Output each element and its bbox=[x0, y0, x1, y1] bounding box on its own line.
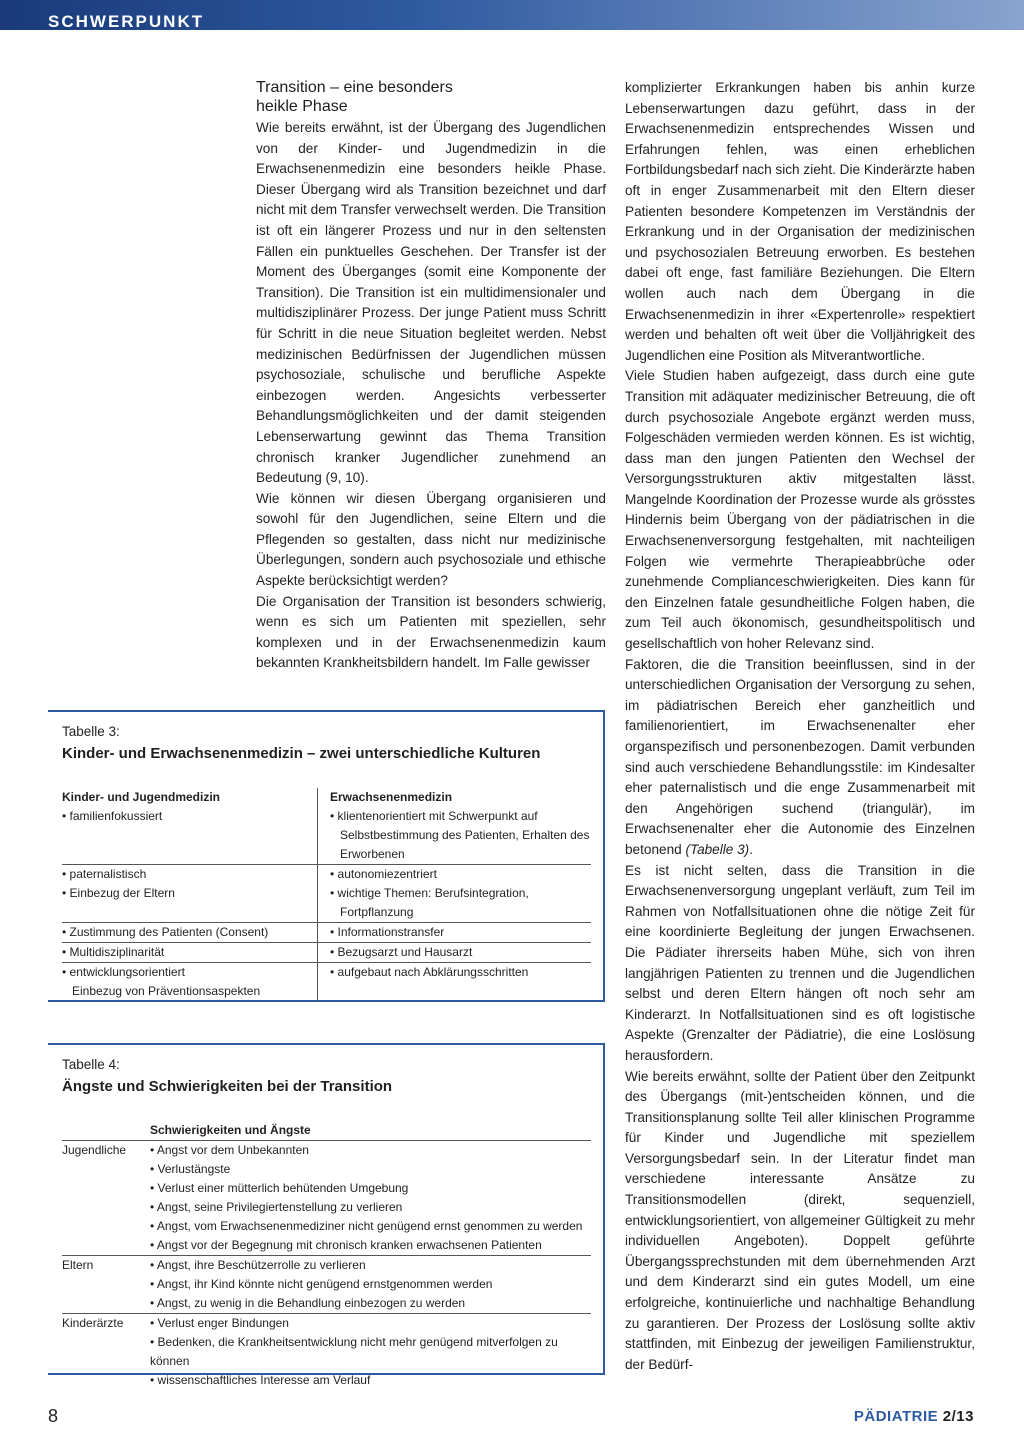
list-item: • Verlust enger Bindungen bbox=[150, 1316, 289, 1330]
table-row bbox=[62, 943, 591, 963]
section-heading-line1: Transition – eine besonders bbox=[256, 79, 453, 96]
table-row bbox=[62, 963, 591, 1001]
table-row bbox=[62, 1141, 591, 1256]
table-3 bbox=[62, 788, 591, 1001]
table-cell: • klientenorientiert mit Schwerpunkt auf bbox=[330, 809, 538, 823]
table-4-title: Ängste und Schwierigkeiten bei der Transition bbox=[62, 1078, 393, 1095]
table-cell: • paternalistisch bbox=[62, 867, 147, 881]
journal-title: PÄDIATRIE bbox=[853, 1408, 939, 1425]
table-4-box bbox=[48, 1043, 605, 1387]
table-cell: • autonomiezentriert bbox=[330, 867, 437, 881]
table-cell: • wichtige Themen: Berufsintegration, bbox=[330, 886, 529, 900]
journal-issue: 2/13 bbox=[942, 1408, 974, 1425]
list-item: • Bedenken, die Krankheitsentwicklung nicht mehr genügend mitverfolgen zu können bbox=[150, 1335, 558, 1368]
row-label: Eltern bbox=[62, 1258, 94, 1272]
row-label: Jugendliche bbox=[62, 1143, 127, 1157]
paragraph: Wie bereits erwähnt, sollte der Patient über den Zeitpunkt des Übergangs (mit-)entscheiden können, und die Transitionsplanung sollte Teil aller klinischen Programme für Kinder und Jugendliche mit speziellem Versorgungsbedarf sein. In der Literatur findet man verschiedene interessante Ansätze zu Transitionsmodellen (direkt, sequenziell, entwicklungsorientiert, von allgemeiner Gültigkeit zu mehr individuellen Angeboten). Doppelt geführte Übergangssprechstunden mit dem übernehmenden Arzt und dem Kinderarzt sind ein gutes Modell, um eine erfolgreiche, kontinuierliche und nachhaltige Behandlung zu garantieren. Der Prozess der Loslösung sollte aktiv stattfinden, mit Einbezug der jeweiligen Familienstruktur, der Bedürf- bbox=[625, 1068, 975, 1372]
table-row bbox=[62, 1314, 591, 1390]
list-item: • Angst, vom Erwachsenenmediziner nicht genügend ernst genommen zu werden bbox=[150, 1219, 583, 1233]
table-cell: • aufgebaut nach Abklärungsschritten bbox=[330, 965, 529, 979]
table-cell: • entwicklungsorientiert bbox=[62, 965, 185, 979]
paragraph-text: Faktoren, die die Transition beeinflussen, sind in der unterschiedlichen Organisation der Versorgung zu sehen, im pädiatrischen Bereich eher ganzheitlich und familienorientiert, im Erwachsenenalter eher organspezifisch und personenbezogen. Damit verbunden sind auch verschiedene Behandlungsstile: im Kindesalter eher paternalistisch und die enge Zusammenarbeit mit den Angehörigen suchend (triangulär), im Erwachsenenalter eher die Autonomie des Einzelnen betonend bbox=[625, 656, 975, 857]
table-row bbox=[62, 865, 591, 923]
section-heading bbox=[256, 78, 606, 116]
table-3-header-col2: Erwachsenenmedizin bbox=[330, 790, 453, 804]
table-3-header-col1: Kinder- und Jugendmedizin bbox=[62, 790, 220, 804]
paragraph-text: . bbox=[749, 841, 753, 857]
list-item: • Angst, seine Privilegiertenstellung zu verlieren bbox=[150, 1200, 403, 1214]
list-item: • Angst vor dem Unbekannten bbox=[150, 1143, 309, 1157]
table-cell: • Einbezug der Eltern bbox=[62, 886, 175, 900]
list-item: • Angst, ihr Kind könnte nicht genügend ernstgenommen werden bbox=[150, 1277, 493, 1291]
table-row bbox=[62, 788, 591, 865]
table-cell: Selbstbestimmung des Patienten, Erhalten des bbox=[340, 828, 590, 842]
paragraph: Die Organisation der Transition ist besonders schwierig, wenn es sich um Patienten mit speziellen, sehr komplexen und in der Erwachsenenmedizin kaum bekannten Krankheitsbildern handelt. Im Falle gewisser bbox=[256, 593, 606, 671]
table-3-box bbox=[48, 710, 605, 1002]
table-cell: Erworbenen bbox=[340, 847, 405, 861]
table-row bbox=[62, 923, 591, 943]
table-cell: • Multidisziplinarität bbox=[62, 943, 318, 962]
list-item: • Angst vor der Begegnung mit chronisch kranken erwachsenen Patienten bbox=[150, 1238, 542, 1252]
table-cell: Einbezug von Präventionsaspekten bbox=[72, 984, 261, 998]
paragraph: Es ist nicht selten, dass die Transition in die Erwachsenenversorgung ungeplant verläuft, zum Teil im Rahmen von Notfallsituationen ohne die nötige Zeit für eine koordinierte Begleitung der jungen Erwachsenen. Die Pädiater ihrerseits haben Mühe, sich von ihren langjährigen Patienten zu trennen und die Jugendlichen selbst und deren Eltern hängen oft noch sehr am Kinderarzt. In Notfallsituationen sind es oft logistische Aspekte (Grenzalter der Pädiatrie), die eine Loslösung herausfordern. bbox=[625, 862, 975, 1063]
page-number: 8 bbox=[48, 1406, 59, 1426]
list-item: • wissenschaftliches Interesse am Verlauf bbox=[150, 1373, 371, 1387]
table-3-title: Kinder- und Erwachsenenmedizin – zwei unterschiedliche Kulturen bbox=[62, 745, 541, 762]
paragraph: Viele Studien haben aufgezeigt, dass durch eine gute Transition mit adäquater medizinischer Betreuung, die oft durch psychosoziale Angebote ergänzt werden muss, Folgeschäden vermieden werden können. Es ist wichtig, dass man den jungen Patienten den Wechsel der Versorgungsstrukturen aktiv mitgestalten lässt. Mangelnde Koordination der Prozesse wurde als grösstes Hindernis beim Übergang von der pädiatrischen in die Erwachsenenversorgung festgehalten, mit nachteiligen Folgen wie vermehrte Therapieabbrüche oder zunehmende Complianceschwierigkeiten. Dies kann für den Einzelnen fatale gesundheitliche Folgen haben, die zum Teil auch ökonomisch, gesundheitspolitisch und gesellschaftlich von hoher Relevanz sind. bbox=[625, 368, 975, 652]
list-item: • Verlustängste bbox=[150, 1162, 231, 1176]
article-column-right bbox=[625, 78, 975, 1375]
table-cell: Fortpflanzung bbox=[340, 905, 414, 919]
journal-name bbox=[854, 1408, 974, 1425]
row-label: Kinderärzte bbox=[62, 1316, 124, 1330]
table-cell: • Zustimmung des Patienten (Consent) bbox=[62, 923, 318, 942]
list-item: • Angst, zu wenig in die Behandlung einbezogen zu werden bbox=[150, 1296, 466, 1310]
article-column-middle bbox=[256, 78, 606, 674]
section-label: SCHWERPUNKT bbox=[48, 12, 205, 31]
section-heading-line2: heikle Phase bbox=[256, 98, 348, 115]
section-header-bar bbox=[0, 0, 1024, 30]
table-row bbox=[62, 1256, 591, 1314]
list-item: • Angst, ihre Beschützerrolle zu verlieren bbox=[150, 1258, 366, 1272]
paragraph bbox=[625, 655, 975, 861]
table-cell: • Informationstransfer bbox=[330, 925, 445, 939]
list-item: • Verlust einer mütterlich behütenden Umgebung bbox=[150, 1181, 409, 1195]
table-cell: • familienfokussiert bbox=[62, 809, 163, 823]
table-reference-link[interactable]: (Tabelle 3) bbox=[685, 841, 750, 857]
paragraph: Wie bereits erwähnt, ist der Übergang des Jugendlichen von der Kinder- und Jugendmedizin in die Erwachsenenmedizin eine besonders heikle Phase. Dieser Übergang wird als Transition bezeichnet und darf nicht mit dem Transfer verwechselt werden. Die Transition ist oft ein längerer Prozess und nur in den seltensten Fällen ein punktuelles Geschehen. Der Transfer ist der Moment des Überganges (somit eine Komponente der Transition). Die Transition ist ein multidimensionaler und multidisziplinärer Prozess. Der junge Patient muss Schritt für Schritt in die neue Situation begleitet werden. Nebst medizinischen Bedürfnissen der Jugendlichen müssen psychosoziale, schulische und berufliche Aspekte einbezogen werden. Angesichts verbesserter Behandlungsmöglichkeiten und der damit steigenden Lebenserwartung gewinnt das Thema Transition chronisch kranker Jugendlicher zunehmend an Bedeutung (9, 10). bbox=[256, 120, 606, 486]
paragraph: Wie können wir diesen Übergang organisieren und sowohl für den Jugendlichen, seine Eltern und die Pflegenden so gestalten, dass nicht nur medizinische Überlegungen, sondern auch psychosoziale und ethische Aspekte berücksichtigt werden? bbox=[256, 490, 606, 589]
table-3-caption: Tabelle 3: bbox=[62, 724, 120, 739]
table-4-header: Schwierigkeiten und Ängste bbox=[62, 1121, 591, 1141]
paragraph: komplizierter Erkrankungen haben bis anhin kurze Lebenserwartungen dazu geführt, dass in der Erwachsenenmedizin entsprechendes Wissen und Erfahrungen fehlen, was einen erheblichen Fortbildungsbedarf nach sich zieht. Die Kinderärzte haben oft in enger Zusammenarbeit mit den Eltern dieser Patienten besondere Kompetenzen im Verständnis der Erkrankung und in der Organisation der medizinischen und psychosozialen Betreuung erworben. Es bestehen dabei oft enge, fast familiäre Beziehungen. Die Eltern wollen auch nach dem Übergang in die Erwachsenenmedizin in ihrer «Expertenrolle» respektiert werden und behalten oft weit über die Volljährigkeit des Jugendlichen eine Position als Mitverantwortliche. bbox=[625, 80, 975, 363]
table-cell: • Bezugsarzt und Hausarzt bbox=[330, 945, 473, 959]
table-4 bbox=[62, 1121, 591, 1390]
table-4-caption: Tabelle 4: bbox=[62, 1057, 120, 1072]
